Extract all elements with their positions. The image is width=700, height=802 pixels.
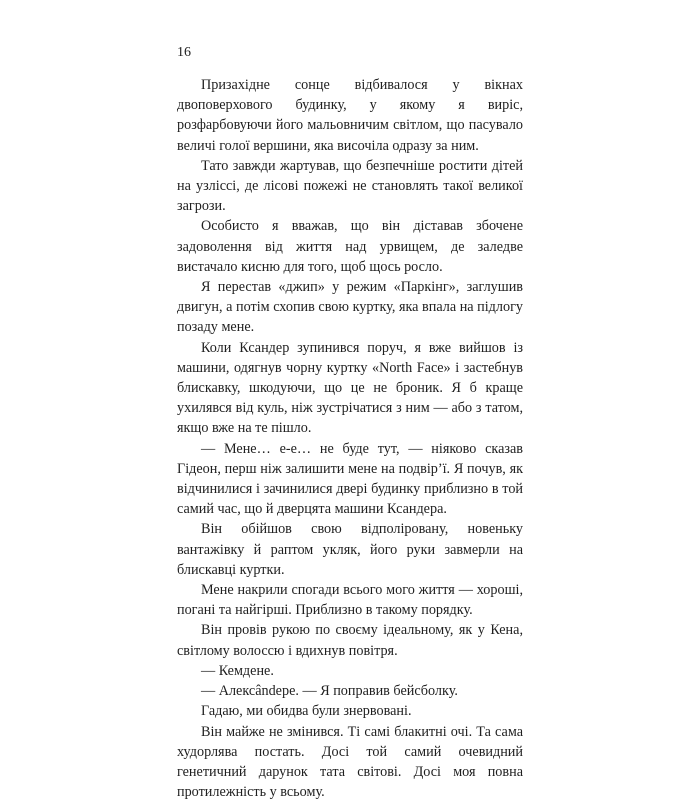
paragraph: Він обійшов свою відполіровану, новеньку вантажівку й раптом укляк, його руки завмерли на блискавці куртки. <box>177 519 523 580</box>
paragraph: Тато завжди жартував, що безпечніше ростити дітей на узліссі, де лісові пожежі не становлять такої великої загрози. <box>177 156 523 217</box>
paragraph: Я перестав «джип» у режим «Паркінг», заглушив двигун, а потім схопив свою куртку, яка впала на підлогу позаду мене. <box>177 277 523 338</box>
paragraph: Особисто я вважав, що він діставав збочене задоволення від життя над урвищем, де заледве вистачало кисню для того, щоб щось росло. <box>177 216 523 277</box>
page-number: 16 <box>177 44 191 62</box>
paragraph: — Мене… е-е… не буде тут, — ніяково сказав Гідеон, перш ніж залишити мене на подвір’ї. Я почув, як відчинилися і зачинилися двері будинку приблизно в той самий час, що й дверцята машини Ксандера. <box>177 439 523 520</box>
paragraph: Він провів рукою по своєму ідеальному, як у Кена, світлому волоссю і вдихнув повітря. <box>177 620 523 660</box>
paragraph: — Алексândере. — Я поправив бейсболку. <box>177 681 523 701</box>
paragraph: Він майже не змінився. Ті самі блакитні очі. Та сама худорлява постать. Досі той самий очевидний генетичний дарунок тата світові. Досі моя повна протилежність у всьому. <box>177 722 523 802</box>
paragraph: Гадаю, ми обидва були знервовані. <box>177 701 523 721</box>
body-text <box>177 75 523 802</box>
paragraph: Мене накрили спогади всього мого життя — хороші, погані та найгірші. Приблизно в такому порядку. <box>177 580 523 620</box>
paragraph: — Кемдене. <box>177 661 523 681</box>
paragraph: Призахідне сонце відбивалося у вікнах двоповерхового будинку, у якому я виріс, розфарбовуючи його мальовничим світлом, що пасувало величі голої вершини, яка височіла одразу за ним. <box>177 75 523 156</box>
paragraph: Коли Ксандер зупинився поруч, я вже вийшов із машини, одягнув чорну куртку «North Face» і застебнув блискавку, шкодуючи, що це не броник. Я б краще ухилявся від куль, ніж зустрічатися з ним — або з татом, якщо вже на те пішло. <box>177 338 523 439</box>
